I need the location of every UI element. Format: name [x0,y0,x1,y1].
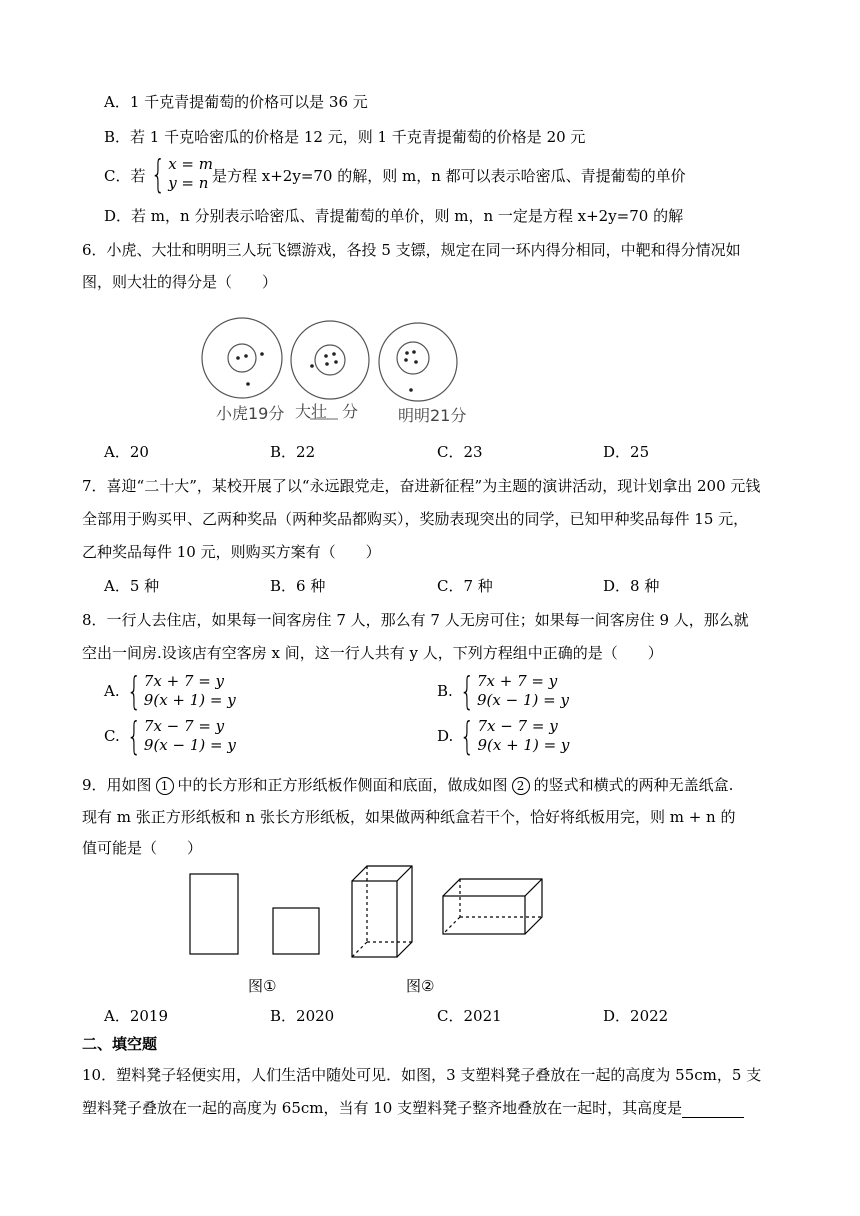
q7-stem-line1: 7．喜迎“二十大”，某校开展了以“永远跟党走，奋进新征程”为主题的演讲活动，现计划拿出 200 元钱 [82,477,761,495]
q6-stem-line2: 图，则大壮的得分是（ ） [82,273,278,291]
q7-option-a: A．5 种 [104,577,160,595]
circled-number: 1 [156,777,174,795]
q9-option-a: A．2019 [104,1007,169,1025]
brace-icon: { [460,714,475,758]
square-board [273,908,319,954]
q7-stem-line2: 全部用于购买甲、乙两种奖品（两种奖品都购买），奖励表现突出的同学，已知甲种奖品每件 15 元， [82,510,749,528]
figure-2-label: 图② [406,977,435,995]
q6-option-c: C．23 [437,443,483,461]
q5-option-c-text: 是方程 x+2y=70 的解，则 m，n 都可以表示哈密瓜、青提葡萄的单价 [212,167,686,185]
dartboard-label-dazhuang-a: 大壮 [295,402,328,421]
q8-option-b [437,669,569,713]
option-label: A. [104,682,120,700]
horizontal-box [443,879,542,934]
q7-option-c: C．7 种 [437,577,493,595]
q7-option-b: B．6 种 [270,577,326,595]
dartboard-dazhuang [291,321,369,399]
dartboard-label-mingming: 明明21分 [398,406,467,425]
q9-stem-line3: 值可能是（ ） [82,839,203,857]
circled-number: 2 [512,777,530,795]
q9-stem-line1 [82,775,733,795]
q10-text: 塑料凳子叠放在一起的高度为 65cm，当有 10 支塑料凳子整齐地叠放在一起时，其高度是 [82,1099,683,1117]
dartboard-mingming [379,323,457,401]
brace-icon: { [150,152,166,196]
q6-stem-line1: 6．小虎、大壮和明明三人玩飞镖游戏，各投 5 支镖，规定在同一环内得分相同，中靶和得分情况如 [82,241,741,259]
q10-stem-line2 [82,1098,744,1118]
equation: 7x + 7 = y [476,672,558,690]
q9-option-d: D．2022 [603,1007,669,1025]
equation: 9(x + 1) = y [477,736,570,754]
q6-option-b: B．22 [270,443,316,461]
q8-option-d [437,714,570,758]
vertical-box [352,866,412,957]
equation: 9(x − 1) = y [476,691,569,709]
option-label: B. [437,682,453,700]
q7-stem-line3: 乙种奖品每件 10 元，则购买方案有（ ） [82,543,381,561]
q5-option-c-prefix: C．若 [104,167,146,185]
option-label: C. [104,727,120,745]
brace-icon: { [126,714,142,758]
equation: x = m [168,155,213,173]
equation: 7x + 7 = y [143,672,225,690]
q9-text: 的竖式和横式的两种无盖纸盒. [533,776,734,794]
dartboard-label-dazhuang-b: 分 [342,402,359,421]
q6-option-a: A．20 [104,443,149,461]
brace-icon: { [126,669,141,713]
brace-icon: { [459,669,475,713]
answer-blank[interactable] [682,1103,744,1118]
paperboard-boxes-figure [180,856,580,966]
rectangle-board [190,874,238,954]
q5-option-c-system [146,152,213,196]
figure-1-label: 图① [248,977,277,995]
dartboard-label-xiaohu: 小虎19分 [216,404,285,423]
option-label: D. [437,727,454,745]
dartboard-xiaohu [202,318,282,398]
equation: 7x − 7 = y [143,717,225,735]
q7-option-d: D．8 种 [603,577,660,595]
q5-option-d: D．若 m，n 分别表示哈密瓜、青提葡萄的单价，则 m，n 一定是方程 x+2y=70 的解 [104,207,684,225]
q5-option-b: B．若 1 千克哈密瓜的价格是 12 元，则 1 千克青提葡萄的价格是 20 元 [104,128,586,146]
equation: 9(x − 1) = y [143,736,236,754]
q9-text: 9．用如图 [82,776,152,794]
equation: 9(x + 1) = y [143,691,236,709]
q8-stem-line1: 8．一行人去住店，如果每一间客房住 7 人，那么有 7 人无房可住；如果每一间客房住 9 人，那么就 [82,611,749,629]
q6-option-d: D．25 [603,443,650,461]
q8-option-c [104,714,236,758]
q9-text: 中的长方形和正方形纸板作侧面和底面，做成如图 [177,776,508,794]
equation: y = n [168,174,209,192]
q5-option-a: A．1 千克青提葡萄的价格可以是 36 元 [104,93,368,111]
equation: 7x − 7 = y [477,717,558,735]
section-title-fill-in: 二、填空题 [82,1035,158,1053]
q10-stem-line1: 10．塑料凳子轻便实用，人们生活中随处可见．如图，3 支塑料凳子叠放在一起的高度为 55cm，5 支 [82,1066,762,1084]
q9-option-b: B．2020 [270,1007,335,1025]
q8-stem-line2: 空出一间房.设该店有空客房 x 间，这一行人共有 y 人，下列方程组中正确的是（ ） [82,644,663,662]
q9-option-c: C．2021 [437,1007,502,1025]
q8-option-a [104,669,236,713]
q9-stem-line2: 现有 m 张正方形纸板和 n 张长方形纸板，如果做两种纸盒若干个，恰好将纸板用完，则 m + n 的 [82,808,736,826]
